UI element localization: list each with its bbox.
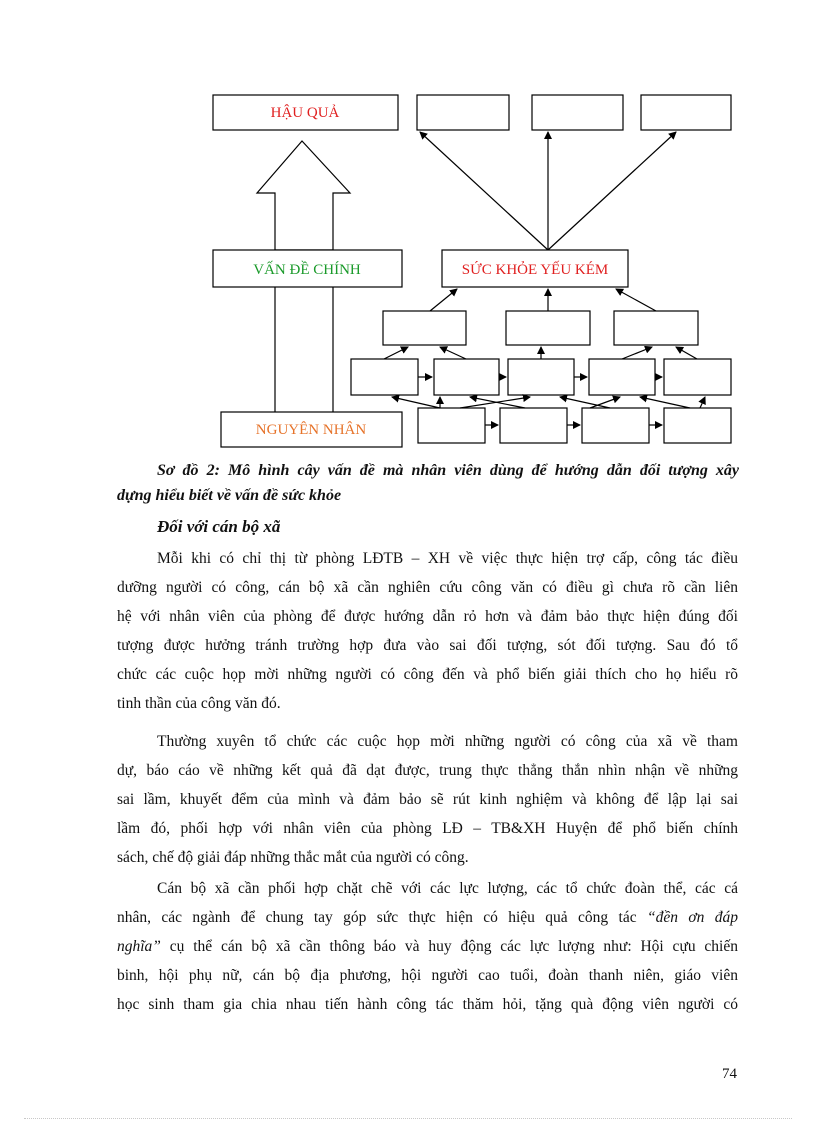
p1-line: hệ với nhân viên của phòng để được hướng dẫn rỏ hơn và đảm bảo thực hiện đúng đối [117, 608, 738, 625]
cause-l1-c [614, 311, 698, 345]
p1-line: dưỡng người có công, cán bộ xã cần nghiên cứu công văn có điều gì chưa rõ cần liên [117, 579, 738, 596]
p2-line: Thường xuyên tổ chức các cuộc họp mời những người có công của xã về tham [157, 733, 738, 750]
arrow-l1c-up [616, 289, 656, 311]
section-heading: Đối với cán bộ xã [157, 517, 281, 536]
label-van-de-chinh: VẤN ĐỀ CHÍNH [253, 262, 361, 278]
label-hau-qua: HẬU QUẢ [270, 105, 340, 121]
p3-quote: nghĩa” [117, 938, 161, 955]
diagram-caption [117, 458, 739, 508]
caption-line-1: Sơ đồ 2: Mô hình cây vấn đề mà nhân viên dùng để hướng dẫn đối tượng xây [157, 462, 739, 479]
cause-l2-e [664, 359, 731, 395]
p1-line: tượng được hưởng tránh trường hợp đưa vào sai đối tượng, sót đối tượng. Sau đó tổ [117, 637, 738, 654]
p3-text: cụ thể cán bộ xã cần thông báo và huy động các lực lượng như: Hội cựu chiến [160, 938, 738, 955]
label-suc-khoe: SỨC KHỎE YẾU KÉM [461, 262, 609, 278]
p3-quote: “đền ơn đáp [646, 909, 738, 926]
paragraph-1 [117, 544, 738, 718]
p3-line: binh, hội phụ nữ, cán bộ địa phương, hội người cao tuổi, đoàn thanh niên, giáo viên [117, 967, 738, 984]
p2-line: dự, báo cáo về những kết quả đã dạt được, trung thực thẳng thắn nhìn nhận về những [117, 762, 738, 779]
caption-line-2: dựng hiểu biết về vấn đề sức khỏe [117, 487, 342, 504]
cause-l3-a [418, 408, 485, 443]
arrow-to-effect-3 [548, 132, 676, 250]
p3-line: học sinh tham gia chia nhau tiến hành công tác thăm hỏi, tặng quà động viên người có [117, 996, 738, 1013]
big-arrow-shaft [275, 287, 333, 412]
p3-line [117, 903, 738, 932]
cause-l1-b [506, 311, 590, 345]
arrow-l1a-up [430, 289, 457, 311]
footer-rule [24, 1118, 792, 1119]
p3-line: Cán bộ xã cần phối hợp chặt chẽ với các lực lượng, các tổ chức đoàn thể, các cá [157, 880, 738, 897]
cause-l2-c [508, 359, 574, 395]
cause-l3-c [582, 408, 649, 443]
paragraph-2 [117, 727, 738, 872]
p3-line [117, 932, 738, 961]
p1-line: tinh thần của công văn đó. [117, 695, 281, 712]
label-nguyen-nhan: NGUYÊN NHÂN [255, 422, 367, 438]
page-number: 74 [722, 1066, 737, 1082]
cause-l2-b [434, 359, 499, 395]
cause-l3-d [664, 408, 731, 443]
p1-line: chức các cuộc họp mời những người có công đến và phổ biến giải thích cho họ hiểu rõ [117, 666, 738, 683]
big-up-arrow [257, 141, 350, 250]
box-effect-2 [532, 95, 623, 130]
p2-line: sai lầm, khuyết đểm của mình và đảm bảo sẽ rút kinh nghiệm và không để lập lại sai [117, 791, 738, 808]
cause-l1-a [383, 311, 466, 345]
p2-line: lầm đó, phối hợp với nhân viên của phòng LĐ – TB&XH Huyện để phổ biến chính [117, 820, 738, 837]
p1-line: Mỗi khi có chỉ thị từ phòng LĐTB – XH về việc thực hiện trợ cấp, công tác điều [157, 550, 738, 567]
box-effect-3 [641, 95, 731, 130]
cause-l2-a [351, 359, 418, 395]
paragraph-3 [117, 874, 738, 1019]
cause-l3-b [500, 408, 567, 443]
cause-l2-d [589, 359, 655, 395]
p3-text: nhân, các ngành để chung tay góp sức thực hiện có hiệu quả công tác [117, 909, 647, 926]
arrow-to-effect-1 [420, 132, 548, 250]
box-effect-1 [417, 95, 509, 130]
p2-line: sách, chế độ giải đáp những thắc mắt của người có công. [117, 849, 469, 866]
problem-tree-diagram [0, 0, 816, 460]
